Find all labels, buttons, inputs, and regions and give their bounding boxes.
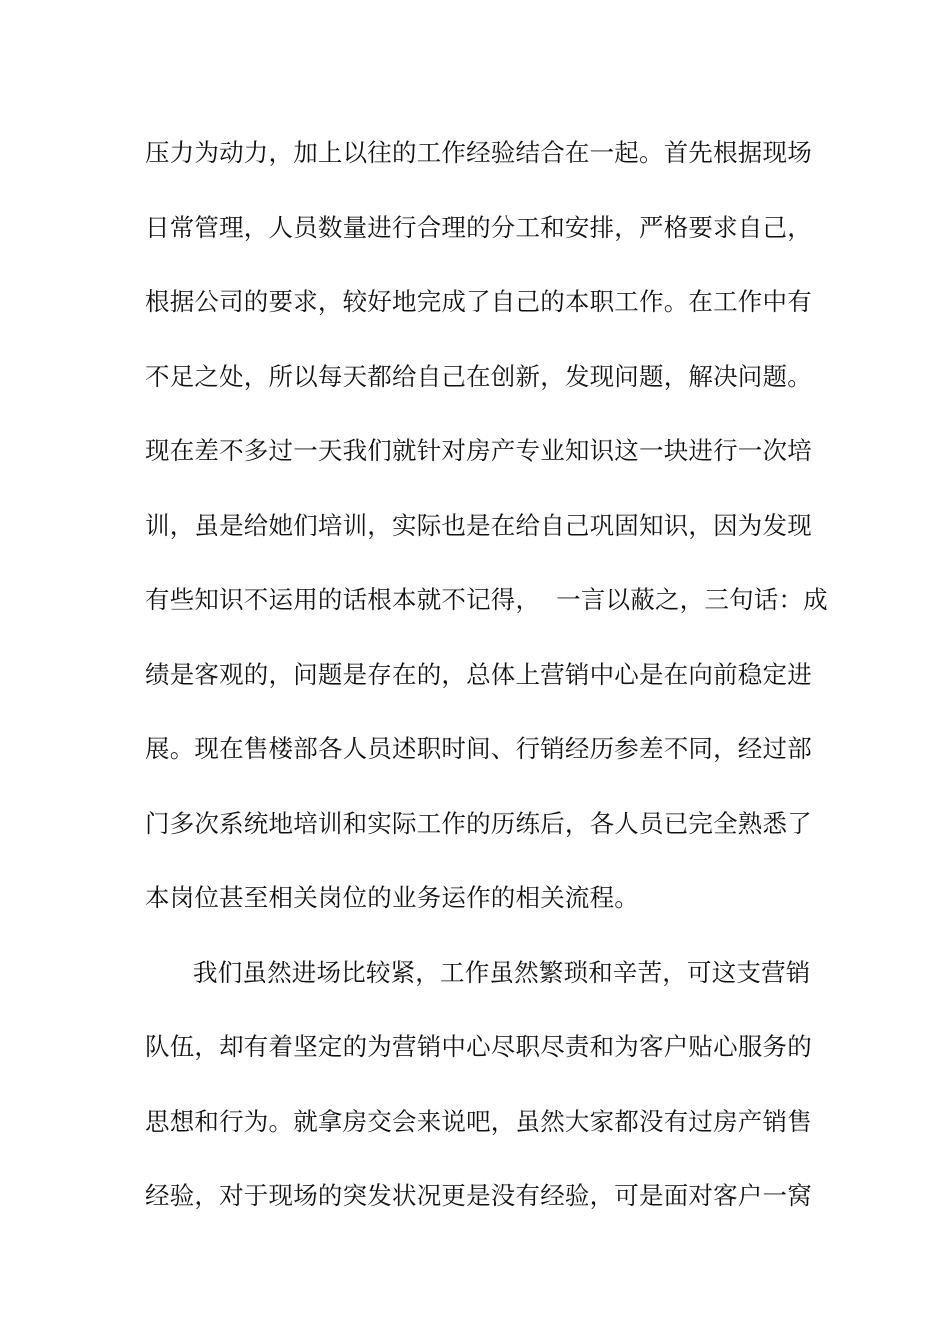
text-line: 根据公司的要求，较好地完成了自己的本职工作。在工作中有 xyxy=(145,287,812,316)
text-line: 我们虽然进场比较紧，工作虽然繁琐和辛苦，可这支营销 xyxy=(193,957,811,987)
text-line: 本岗位甚至相关岗位的业务运作的相关流程。 xyxy=(145,883,639,912)
text-line: 思想和行为。就拿房交会来说吧，虽然大家都没有过房产销售 xyxy=(145,1106,812,1136)
text-line: 绩是客观的，问题是存在的，总体上营销中心是在向前稳定进 xyxy=(145,659,812,689)
text-line: 日常管理，人员数量进行合理的分工和安排，严格要求自己， xyxy=(145,212,812,242)
text-line: 经验，对于现场的突发状况更是没有经验，可是面对客户一窝 xyxy=(145,1181,812,1210)
paragraph xyxy=(145,131,828,951)
text-line: 有些知识不运用的话根本就不记得， 一言以蔽之，三句话：成 xyxy=(145,585,828,614)
text-line: 训，虽是给她们培训，实际也是在给自己巩固知识，因为发现 xyxy=(145,510,812,540)
text-line: 展。现在售楼部各人员述职时间、行销经历参差不同，经过部 xyxy=(145,734,812,763)
text-line: 现在差不多过一天我们就针对房产专业知识这一块进行一次培 xyxy=(145,436,812,465)
text-line: 门多次系统地培训和实际工作的历练后，各人员已完全熟悉了 xyxy=(145,808,812,838)
text-line: 压力为动力，加上以往的工作经验结合在一起。首先根据现场 xyxy=(145,138,812,167)
text-line: 不足之处，所以每天都给自己在创新，发现问题，解决问题。 xyxy=(145,361,812,391)
document-body-text xyxy=(145,131,828,1249)
text-line: 队伍，却有着坚定的为营销中心尽职尽责和为客户贴心服务的 xyxy=(145,1032,812,1061)
paragraph xyxy=(145,951,825,1249)
